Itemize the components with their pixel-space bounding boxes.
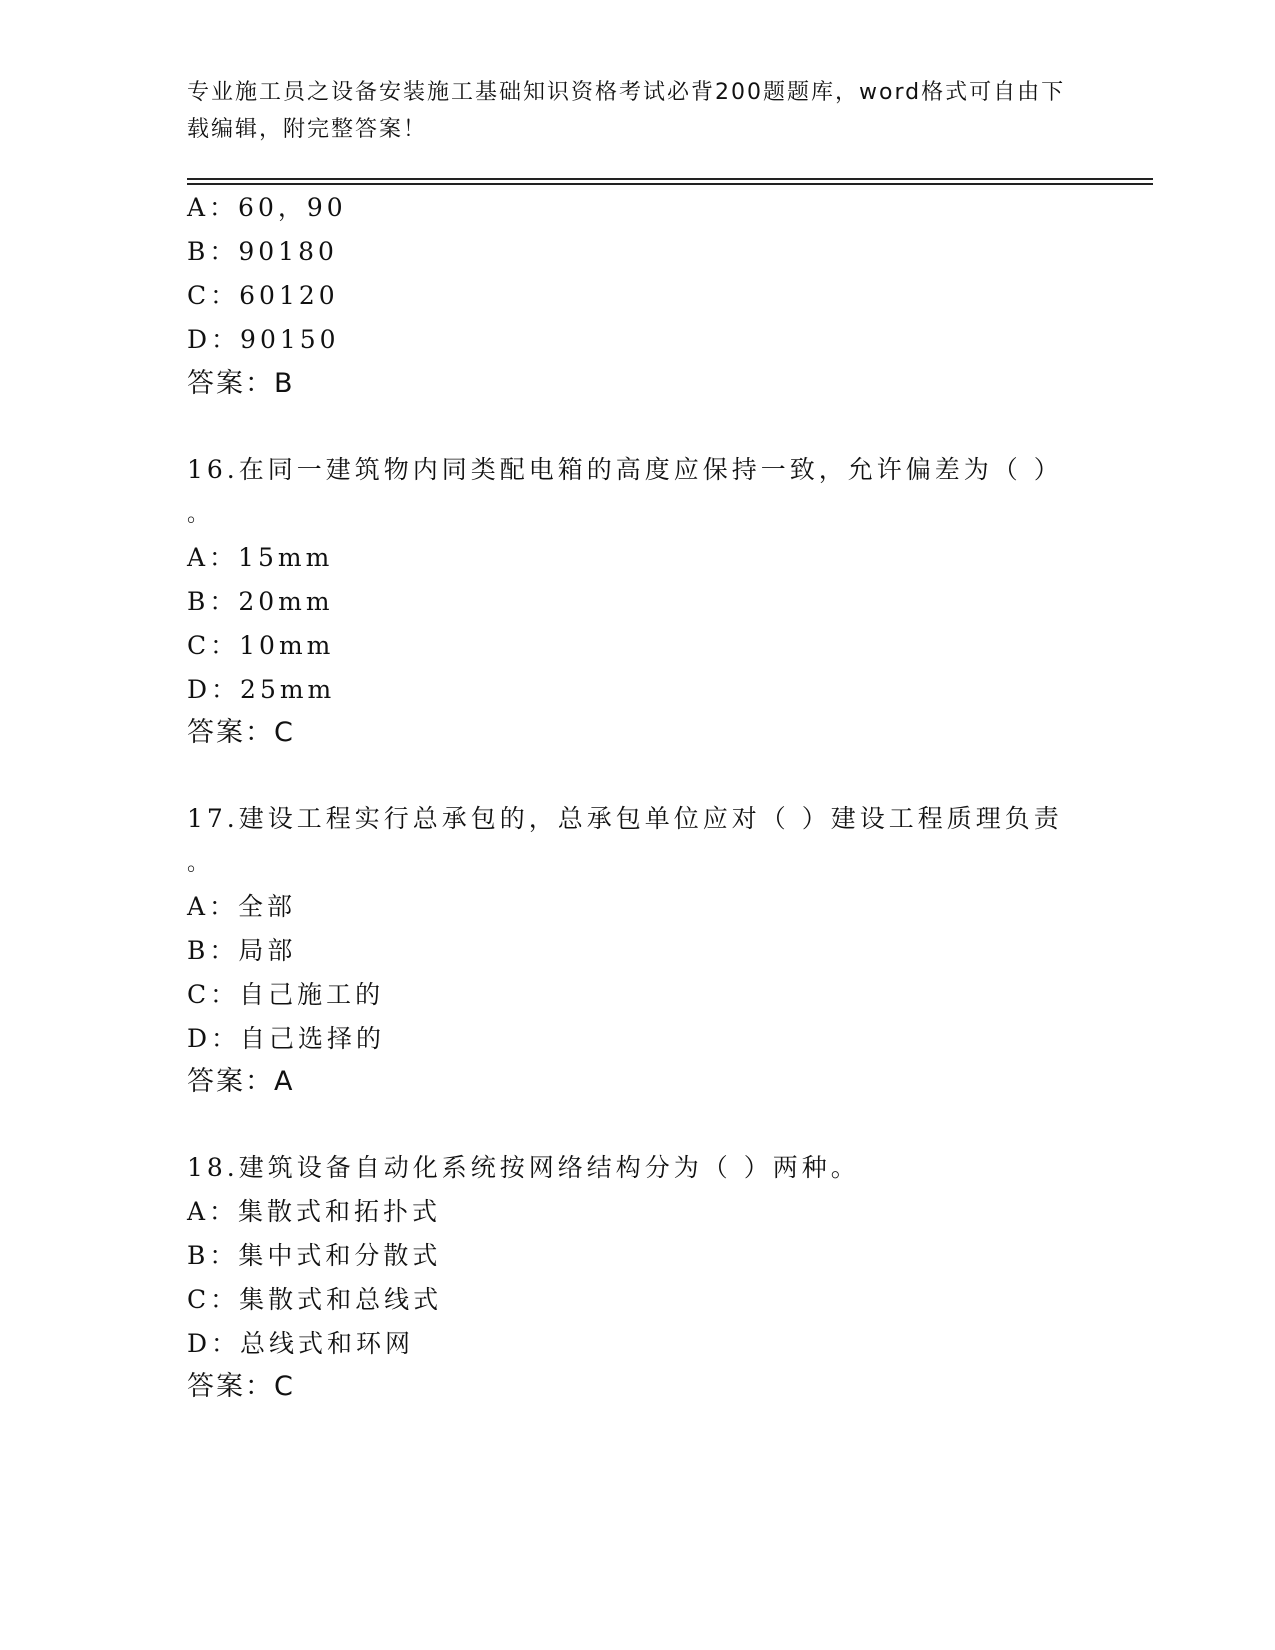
answer: 答案：B	[187, 368, 295, 399]
header-divider	[187, 183, 1153, 185]
option-d: D：总线式和环网	[187, 1329, 415, 1358]
option-a: A：60，90	[187, 193, 347, 222]
option-b: B：集中式和分散式	[187, 1241, 442, 1270]
document-header: 专业施工员之设备安装施工基础知识资格考试必背200题题库，word格式可自由下载编辑，附完整答案！	[187, 80, 1066, 142]
option-c: C：自己施工的	[187, 980, 385, 1009]
question-18-stem: 18.建筑设备自动化系统按网络结构分为（ ）两种。	[187, 1153, 860, 1182]
question-17-stem: 17.建设工程实行总承包的，总承包单位应对（ ）建设工程质理负责	[187, 804, 1063, 833]
option-a: A：全部	[187, 892, 297, 921]
question-17-stem-tail: 。	[187, 851, 214, 876]
option-c: C：60120	[187, 281, 339, 310]
option-d: D：90150	[187, 325, 340, 354]
answer: 答案：C	[187, 717, 295, 748]
option-b: B：90180	[187, 237, 338, 266]
question-16-stem: 16.在同一建筑物内同类配电箱的高度应保持一致，允许偏差为（ ）	[187, 455, 1063, 484]
option-a: A：集散式和拓扑式	[187, 1197, 442, 1226]
option-d: D：自己选择的	[187, 1024, 386, 1053]
header-divider	[187, 178, 1153, 180]
option-c: C：集散式和总线式	[187, 1285, 443, 1314]
option-a: A：15mm	[187, 543, 334, 572]
option-b: B：局部	[187, 936, 297, 965]
answer: 答案：A	[187, 1066, 295, 1097]
option-d: D：25mm	[187, 675, 336, 704]
option-b: B：20mm	[187, 587, 334, 616]
question-16-stem-tail: 。	[187, 502, 214, 527]
answer: 答案：C	[187, 1371, 295, 1402]
option-c: C：10mm	[187, 631, 335, 660]
